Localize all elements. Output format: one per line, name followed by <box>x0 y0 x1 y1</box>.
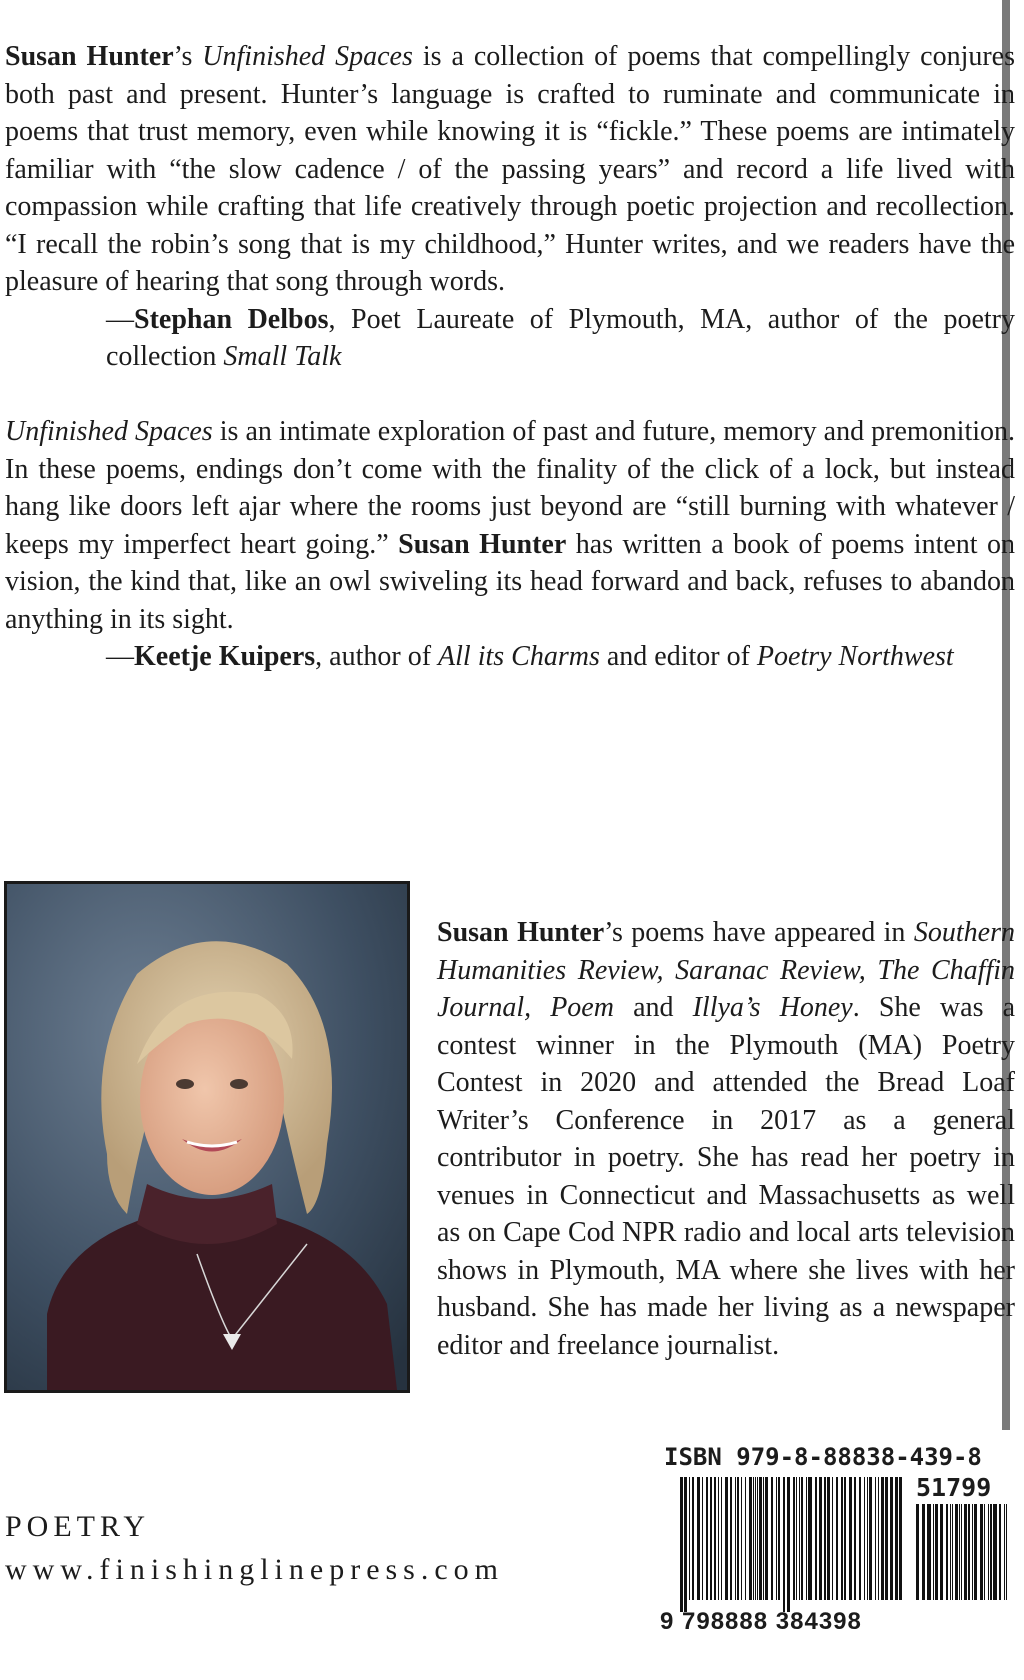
barcode-bar <box>749 1477 752 1600</box>
barcode-bar <box>721 1477 722 1600</box>
barcode-bar <box>783 1477 785 1612</box>
barcode-bar <box>961 1504 962 1600</box>
attribution-name: Keetje Kuipers <box>134 641 316 672</box>
author-bio <box>437 914 1015 1364</box>
barcode-bar <box>841 1477 843 1600</box>
barcode-bar <box>806 1477 807 1600</box>
barcode-bar <box>706 1477 708 1600</box>
barcode-bar <box>895 1477 898 1600</box>
barcode-bar <box>702 1477 703 1600</box>
barcode-bar <box>875 1477 876 1600</box>
barcode-bar <box>718 1477 719 1600</box>
barcode-bar <box>1004 1504 1005 1600</box>
author-portrait-illustration <box>7 884 407 1390</box>
barcode-bar <box>745 1477 746 1600</box>
barcode-bar <box>999 1504 1001 1600</box>
barcode-bar <box>771 1477 773 1600</box>
blurb-kuipers <box>5 413 1015 676</box>
barcode-bar <box>922 1504 925 1600</box>
barcode-bar <box>815 1477 817 1600</box>
price-barcode-bars <box>916 1504 1011 1612</box>
barcode-bar <box>757 1477 758 1600</box>
blurb-kuipers-body: Unfinished Spaces is an intimate exploration of past and future, memory and premonition. In these poems, endings don’t come with the finality of the click of a lock, but instead hang like doors left ajar where the rooms just beyond are “still burning with whatever / keeps my imperfect heart going.” Susan Hunter has written a book of poems intent on vision, the kind that, like an owl swiveling its head forward and back, refuses to abandon anything in its sight. <box>5 416 1016 635</box>
barcode-bar <box>972 1504 973 1600</box>
barcode-bar <box>952 1504 953 1600</box>
barcode-bar <box>946 1504 948 1600</box>
barcode-bar <box>759 1477 762 1600</box>
barcode-bar <box>993 1504 997 1600</box>
barcode-bar <box>697 1477 700 1600</box>
attribution-name: Stephan Delbos <box>134 303 329 335</box>
book-title: Unfinished Spaces <box>202 41 413 72</box>
barcode-bar <box>869 1477 872 1600</box>
barcode-bar <box>801 1477 803 1600</box>
barcode-bar <box>776 1477 777 1600</box>
barcode-bar <box>980 1504 983 1600</box>
barcode-bar <box>849 1477 852 1600</box>
barcode-bar <box>890 1477 893 1600</box>
barcode-bar <box>990 1504 992 1600</box>
barcode-bar <box>684 1477 687 1612</box>
blurb-kuipers-attribution: —Keetje Kuipers, author of All its Charms and editor of Poetry Northwest <box>106 641 954 672</box>
barcode-bar <box>988 1504 989 1600</box>
barcode-bar <box>881 1477 884 1600</box>
barcode-bar <box>916 1504 919 1600</box>
barcode-bar <box>984 1504 985 1600</box>
barcode-bar <box>741 1477 742 1600</box>
barcode-bar <box>859 1477 861 1600</box>
price-code: 51799 <box>916 1473 992 1502</box>
attribution-book-title: All its Charms <box>438 641 600 672</box>
isbn-barcode-bars <box>680 1477 908 1612</box>
barcode-bar <box>819 1477 822 1600</box>
barcode-bar <box>793 1477 795 1600</box>
attribution-journal-title: Poetry Northwest <box>756 641 954 672</box>
barcode-bar <box>796 1477 797 1600</box>
barcode-bar <box>765 1477 768 1600</box>
barcode-bar <box>950 1504 951 1600</box>
barcode-bar <box>680 1477 683 1612</box>
barcode-bar <box>959 1504 960 1600</box>
author-bio-text: Susan Hunter’s poems have appeared in Southern Humanities Review, Saranac Review, The Chaffin Journal, Poem and Illya’s Honey. She was a contest winner in the Plymouth (MA) Poetry Contest in 2020 and attended the Bread Loaf Writer’s Conference in 2017 as a general contributor in poetry. She has read her poetry in venues in Connecticut and Massachusetts as well as on Cape Cod NPR radio and local arts television shows in Plymouth, MA where she lives with her husband. She has made her living as a newspaper editor and freelance journalist. <box>437 917 1015 1361</box>
journal-last: Illya’s Honey <box>692 992 853 1023</box>
publisher-website: www.finishinglinepress.com <box>5 1553 505 1586</box>
barcode-bar <box>787 1477 790 1612</box>
barcode-bar <box>899 1477 902 1600</box>
barcode-bar <box>940 1504 943 1600</box>
isbn-label: ISBN 979-8-88838-439-8 <box>664 1443 982 1471</box>
barcode-bar <box>867 1477 868 1600</box>
barcode-bar <box>737 1477 739 1600</box>
barcode-bar <box>827 1477 830 1600</box>
barcode-bar <box>885 1477 888 1600</box>
journal-list: Southern Humanities Review, Saranac Review, The Chaffin Journal, Poem <box>437 917 1015 1023</box>
barcode-bar <box>854 1477 856 1600</box>
barcode-bar <box>832 1477 833 1600</box>
barcode-bar <box>927 1504 931 1600</box>
barcode-bar <box>692 1477 694 1600</box>
barcode-bar <box>730 1477 732 1600</box>
barcode-bar <box>799 1477 800 1600</box>
barcode-bar <box>844 1477 846 1600</box>
author-photo <box>4 881 410 1393</box>
barcode-bar <box>935 1504 938 1600</box>
barcode-bar <box>824 1477 826 1600</box>
isbn-barcode-block <box>660 1443 1015 1643</box>
book-title: Unfinished Spaces <box>5 416 213 447</box>
barcode-bar <box>836 1477 838 1600</box>
barcode-bar <box>933 1504 934 1600</box>
barcode-bar <box>968 1504 970 1600</box>
barcode-bar <box>808 1477 812 1600</box>
barcode-bar <box>778 1477 780 1600</box>
barcode-bar <box>974 1504 977 1600</box>
barcode-bar <box>753 1477 754 1600</box>
author-name: Susan Hunter <box>437 917 605 948</box>
barcode-digits: 9 798888 384398 <box>660 1608 862 1635</box>
blurb-delbos-attribution: —Stephan Delbos, Poet Laureate of Plymouth, MA, author of the poetry collection Small Talk <box>106 303 1015 372</box>
barcode-bar <box>714 1477 716 1600</box>
barcode-bar <box>955 1504 958 1600</box>
author-name: Susan Hunter <box>398 528 567 560</box>
barcode-bar <box>755 1477 756 1600</box>
barcode-bar <box>763 1477 764 1600</box>
barcode-bar <box>964 1504 967 1600</box>
barcode-bar <box>1006 1504 1007 1600</box>
barcode-bar <box>864 1477 865 1600</box>
barcode-bar <box>878 1477 879 1600</box>
blurb-delbos-body: Susan Hunter’s Unfinished Spaces is a collection of poems that compellingly conjures both past and present. Hunter’s language is crafted to ruminate and communicate in poems that trust memory, even while knowing it is “fickle.” These poems are intimately familiar with “the slow cadence / of the passing years” and record a life lived with compassion while crafting that life creatively through poetic projection and recollection. “I recall the robin’s song that is my childhood,” Hunter writes, and we readers have the pleasure of hearing that song through words. <box>5 41 1015 297</box>
author-name: Susan Hunter <box>5 41 174 72</box>
blurb-delbos <box>5 38 1015 376</box>
category-label: POETRY <box>5 1510 151 1543</box>
barcode-bar <box>735 1477 736 1600</box>
barcode-bar <box>725 1477 728 1600</box>
barcode-bar <box>689 1477 690 1600</box>
attribution-book-title: Small Talk <box>223 341 342 372</box>
barcode-bar <box>710 1477 712 1600</box>
